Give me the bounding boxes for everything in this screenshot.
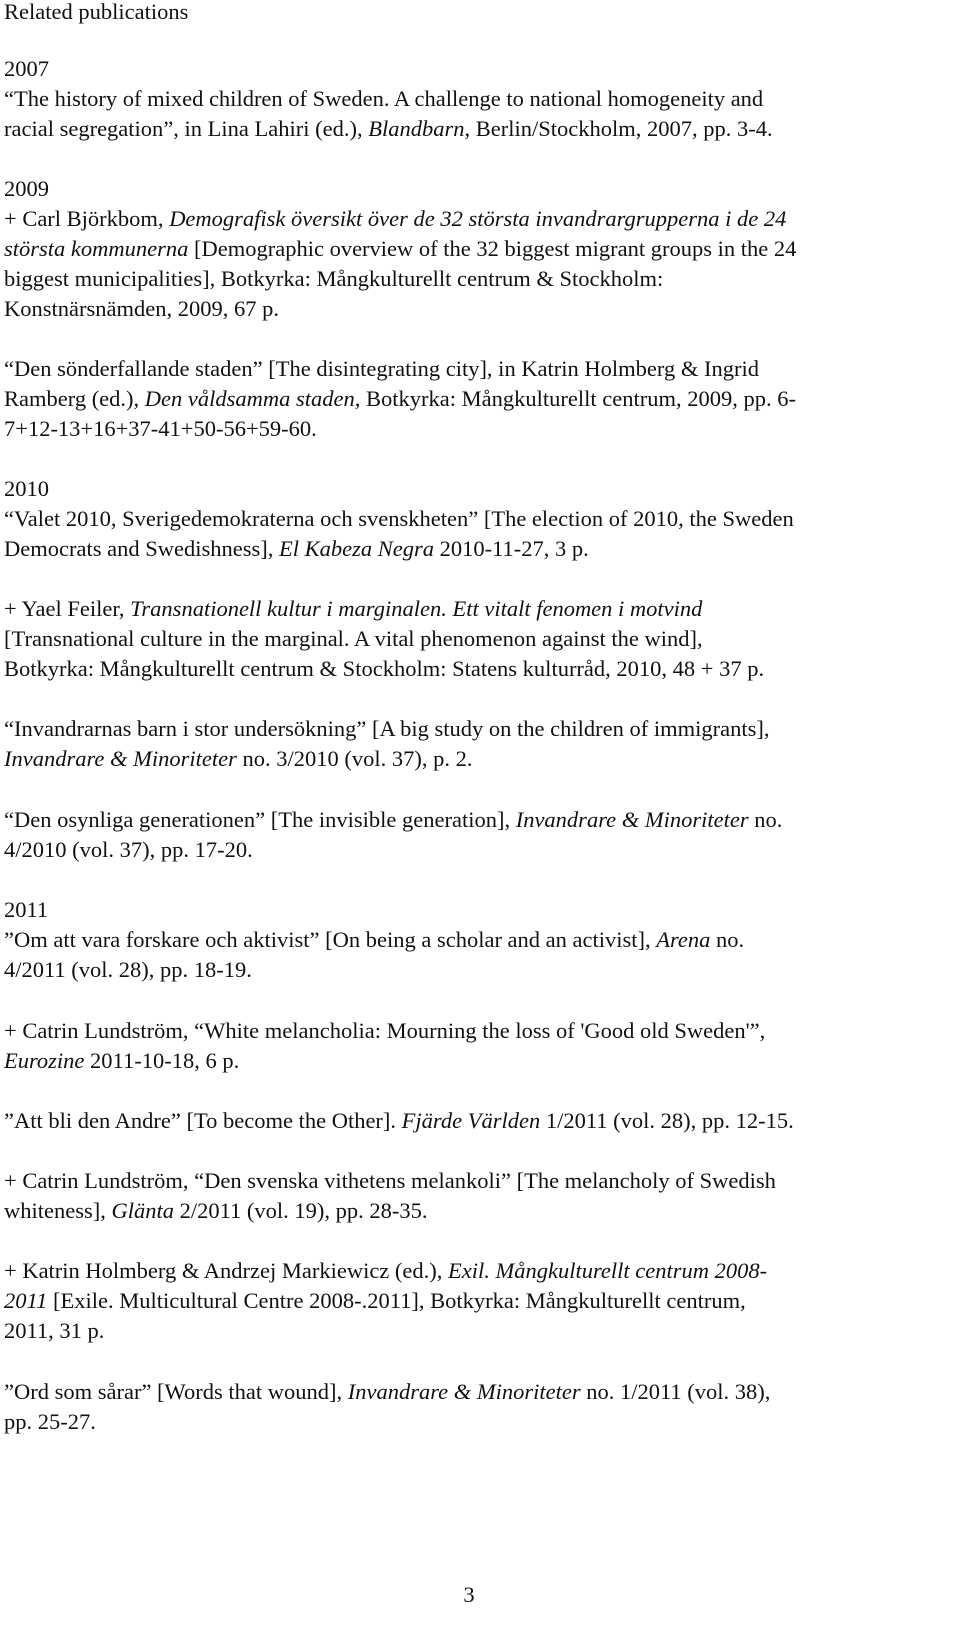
- text-line: + Carl Björkbom, Demografisk översikt över de 32 största invandrargrupperna i de 24: [4, 206, 787, 231]
- text-line: ”Om att vara forskare och aktivist” [On being a scholar and an activist], Arena no.: [4, 927, 745, 952]
- page-number: 3: [463, 1582, 475, 1607]
- text-line: + Yael Feiler, Transnationell kultur i marginalen. Ett vitalt fenomen i motvind: [4, 596, 703, 621]
- text-line: whiteness], Glänta 2/2011 (vol. 19), pp. 28-35.: [4, 1198, 428, 1223]
- text-line: Botkyrka: Mångkulturellt centrum & Stockholm: Statens kulturråd, 2010, 48 + 37 p.: [4, 656, 765, 681]
- text-line: + Katrin Holmberg & Andrzej Markiewicz (ed.), Exil. Mångkulturellt centrum 2008-: [4, 1258, 768, 1283]
- text-line: Konstnärsnämden, 2009, 67 p.: [4, 296, 279, 321]
- text-line: Eurozine 2011-10-18, 6 p.: [4, 1048, 240, 1073]
- text-line: 2009: [4, 176, 49, 201]
- text-line: “Valet 2010, Sverigedemokraterna och svenskheten” [The election of 2010, the Sweden: [4, 506, 794, 531]
- text-line: + Catrin Lundström, “White melancholia: Mourning the loss of 'Good old Sweden'”,: [4, 1018, 766, 1043]
- text-line: “Invandrarnas barn i stor undersökning” [A big study on the children of immigrants],: [4, 716, 770, 741]
- text-line: största kommunerna [Demographic overview of the 32 biggest migrant groups in the 24: [4, 236, 797, 261]
- text-line: “The history of mixed children of Sweden. A challenge to national homogeneity and: [4, 86, 764, 111]
- text-line: Invandrare & Minoriteter no. 3/2010 (vol. 37), p. 2.: [4, 746, 473, 771]
- text-line: 2007: [4, 56, 49, 81]
- text-line: 2011, 31 p.: [4, 1318, 105, 1343]
- text-line: 2011: [4, 897, 49, 922]
- text-line: 4/2011 (vol. 28), pp. 18-19.: [4, 957, 252, 982]
- text-line: racial segregation”, in Lina Lahiri (ed.), Blandbarn, Berlin/Stockholm, 2007, pp. 3-4.: [4, 116, 773, 141]
- text-line: 2010: [4, 476, 49, 501]
- text-line: ”Att bli den Andre” [To become the Other]. Fjärde Världen 1/2011 (vol. 28), pp. 12-15.: [4, 1108, 794, 1133]
- text-line: pp. 25-27.: [4, 1409, 96, 1434]
- text-line: [Transnational culture in the marginal. A vital phenomenon against the wind],: [4, 626, 703, 651]
- text-line: “Den osynliga generationen” [The invisible generation], Invandrare & Minoriteter no.: [4, 807, 783, 832]
- text-line: 4/2010 (vol. 37), pp. 17-20.: [4, 837, 253, 862]
- text-line: + Catrin Lundström, “Den svenska vithetens melankoli” [The melancholy of Swedish: [4, 1168, 776, 1193]
- text-line: 2011 [Exile. Multicultural Centre 2008-.2011], Botkyrka: Mångkulturellt centrum,: [4, 1288, 746, 1313]
- section-heading: Related publications: [4, 0, 189, 24]
- text-line: Democrats and Swedishness], El Kabeza Negra 2010-11-27, 3 p.: [4, 536, 589, 561]
- text-line: ”Ord som sårar” [Words that wound], Invandrare & Minoriteter no. 1/2011 (vol. 38),: [4, 1379, 771, 1404]
- text-line: “Den sönderfallande staden” [The disintegrating city], in Katrin Holmberg & Ingrid: [4, 356, 759, 381]
- text-line: Ramberg (ed.), Den våldsamma staden, Botkyrka: Mångkulturellt centrum, 2009, pp. 6-: [4, 386, 796, 411]
- text-line: biggest municipalities], Botkyrka: Mångkulturellt centrum & Stockholm:: [4, 266, 664, 291]
- text-line: 7+12-13+16+37-41+50-56+59-60.: [4, 416, 317, 441]
